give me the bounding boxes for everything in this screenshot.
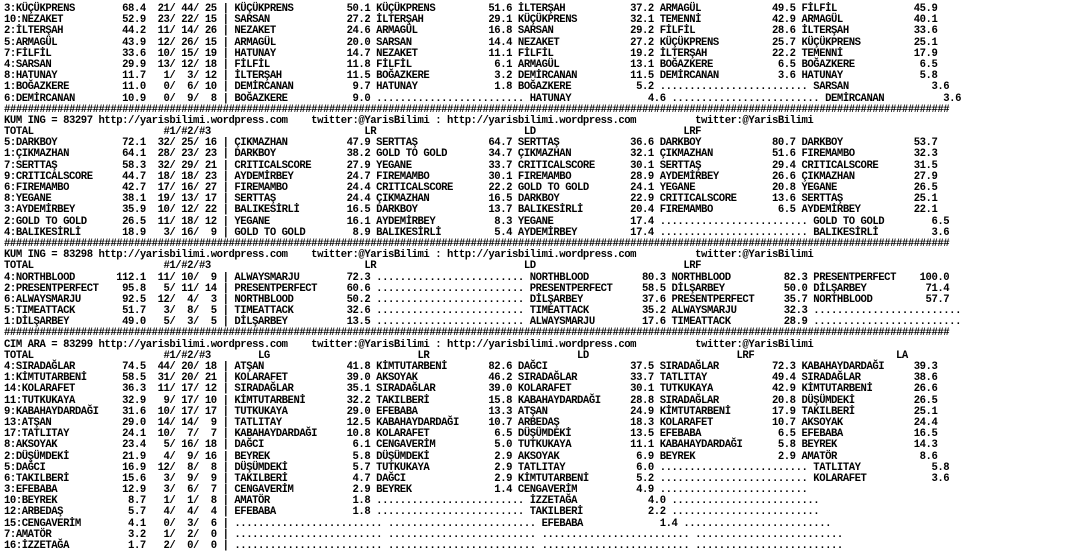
column-header: TOTAL #1/#2/#3 LR LD LRF xyxy=(4,260,702,273)
report-line: 5:DARKBOY 72.1 32/ 25/ 16 | ÇIKMAZHAN 47.9 SERTTAŞ 64.7 SERTTAŞ 36.6 DARKBOY 80.7 DARKBOY 53.7 xyxy=(4,137,938,150)
report-line: 8:AKSOYAK 23.4 5/ 16/ 18 | DAĞCI 6.1 CENGAVERİM 5.0 TUTKUKAYA 11.1 KABAHAYDARDAĞI 5.8 BEYREK 14.3 xyxy=(4,439,938,452)
separator-line: ################################################################################################################################################################ xyxy=(4,327,950,340)
report-line: 2:İLTERŞAH 44.2 11/ 14/ 26 | NEZAKET 24.6 ARMAGÜL 16.8 SARSAN 29.2 FİLFİL 28.6 İLTERŞAH 33.6 xyxy=(4,25,938,38)
report-line: 1:BOĞAZKERE 11.0 0/ 6/ 10 | DEMİRCANAN 9.7 HATUNAY 1.8 BOĞAZKERE 5.2 ......................... SARSAN 3.6 xyxy=(4,81,950,94)
report-line: 6:ALWAYSMARJU 92.5 12/ 4/ 3 | NORTHBLOOD 50.2 ......................... DİLŞARBEY 37.6 PRESENTPERFECT 35.7 NORTHBLOOD 57.7 xyxy=(4,293,950,306)
report-line: 7:AMATÖR 3.2 1/ 2/ 0 | ......................... ......................... ......................... ......................... xyxy=(4,528,843,541)
report-line: 10:NEZAKET 52.9 23/ 22/ 15 | SARSAN 27.2 İLTERŞAH 29.1 KÜÇÜKPRENS 32.1 TEMENNİ 42.9 ARMAGÜL 40.1 xyxy=(4,14,938,27)
report-line: 3:EFEBABA 12.9 3/ 6/ 7 | CENGAVERİM 2.9 BEYREK 1.4 CENGAVERİM 4.9 ......................... xyxy=(4,484,808,497)
report-line: 5:ARMAGÜL 43.9 12/ 26/ 15 | ARMAGÜL 20.0 SARSAN 14.4 NEZAKET 27.2 KÜÇÜKPRENS 25.7 KÜÇÜKPRENS 25.1 xyxy=(4,36,938,49)
report-line: 1:ÇIKMAZHAN 64.1 28/ 23/ 23 | DARKBOY 38.2 GOLD TO GOLD 34.7 ÇIKMAZHAN 32.1 ÇIKMAZHAN 51.6 FIREMAMBO 32.3 xyxy=(4,148,938,161)
report-line: 4:NORTHBLOOD 112.1 11/ 10/ 9 | ALWAYSMARJU 72.3 ......................... NORTHBLOOD 80.3 NORTHBLOOD 82.3 PRESENTPERFECT 100.0 xyxy=(4,271,950,284)
report-line: 6:DEMİRCANAN 10.9 0/ 9/ 8 | BOĞAZKERE 9.0 ......................... HATUNAY 4.6 ......................... DEMİRCANAN 3.6 xyxy=(4,92,961,105)
report-line: 5:DAĞCI 16.9 12/ 8/ 8 | DÜŞÜMDEKİ 5.7 TUTKUKAYA 2.9 TATLITAY 6.0 ......................... TATLITAY 5.8 xyxy=(4,461,950,474)
report-line: 3:KÜÇÜKPRENS 68.4 21/ 44/ 25 | KÜÇÜKPRENS 50.1 KÜÇÜKPRENS 51.6 İLTERŞAH 37.2 ARMAGÜL 49.5 FİLFİL 45.9 xyxy=(4,3,938,15)
report-line: 4:SARSAN 29.9 13/ 12/ 18 | FİLFİL 11.8 FİLFİL 6.1 ARMAGÜL 13.1 BOĞAZKERE 6.5 BOĞAZKERE 6.5 xyxy=(4,58,938,71)
report-line: 3:AYDEMİRBEY 35.9 10/ 12/ 22 | BALIKESİRLİ 16.5 DARKBOY 13.7 BALIKESİRLİ 20.4 FIREMAMBO 6.5 AYDEMİRBEY 22.1 xyxy=(4,204,938,217)
report-line: 1:DİLŞARBEY 49.0 5/ 3/ 5 | DİLŞARBEY 13.5 ......................... ALWAYSMARJU 17.6 TIMEATTACK 28.9 ......................... xyxy=(4,316,961,329)
report-line: 2:GOLD TO GOLD 26.5 11/ 18/ 12 | YEGANE 16.1 AYDEMİRBEY 8.3 YEGANE 17.4 ......................... GOLD TO GOLD 6.5 xyxy=(4,215,950,228)
report-line: 8:YEGANE 38.1 19/ 13/ 17 | SERTTAŞ 24.4 ÇIKMAZHAN 16.5 DARKBOY 22.9 CRITICALSCORE 13.6 SERTTAŞ 25.1 xyxy=(4,193,938,206)
report-line: 6:TAKILBERİ 15.6 3/ 9/ 9 | TAKILBERİ 4.7 DAĞCI 2.9 KİMTUTARBENİ 5.2 ......................... KOLARAFET 3.6 xyxy=(4,472,950,485)
report-line: 17:TATLITAY 24.1 10/ 7/ 7 | KABAHAYDARDAĞI 10.8 KOLARAFET 6.5 DÜŞÜMDEKİ 13.5 EFEBABA 6.5 EFEBABA 16.5 xyxy=(4,428,938,441)
separator-line: ################################################################################################################################################################ xyxy=(4,237,950,250)
report-line: 14:KOLARAFET 36.3 11/ 17/ 12 | SIRADAĞLAR 35.1 SIRADAĞLAR 39.0 KOLARAFET 30.1 TUTKUKAYA 42.9 KİMTUTARBENİ 26.6 xyxy=(4,383,938,396)
report-line: 4:BALIKESİRLİ 18.9 3/ 16/ 9 | GOLD TO GOLD 8.9 BALIKESİRLİ 5.4 AYDEMİRBEY 17.4 ......................... BALIKESİRLİ 3.6 xyxy=(4,226,950,239)
report-line: 2:PRESENTPERFECT 95.8 5/ 11/ 14 | PRESENTPERFECT 60.6 ......................... PRESENTPERFECT 58.5 DİLŞARBEY 50.0 DİLŞARBEY 71.4 xyxy=(4,282,950,295)
report-line: 11:TUTKUKAYA 32.9 9/ 17/ 10 | KİMTUTARBENİ 32.2 TAKILBERİ 15.8 KABAHAYDARDAĞI 28.8 SIRADAĞLAR 20.8 DÜŞÜMDEKİ 26.5 xyxy=(4,394,938,407)
report-line: 7:FİLFİL 33.6 10/ 15/ 19 | HATUNAY 14.7 NEZAKET 11.1 FİLFİL 19.2 İLTERŞAH 22.2 TEMENNİ 17.9 xyxy=(4,47,938,60)
race-header: KUM ING = 83297 http://yarisbilimi.wordpress.com twitter:@YarisBilimi : http://yarisbilimi.wordpress.com twitter:@YarisBilimi xyxy=(4,114,814,127)
report-line: 4:SIRADAĞLAR 74.5 44/ 20/ 18 | ATŞAN 41.8 KİMTUTARBENİ 82.6 DAĞCI 37.5 SIRADAĞLAR 72.3 KABAHAYDARDAĞI 39.3 xyxy=(4,361,938,373)
report-line: 2:DÜŞÜMDEKİ 21.9 4/ 9/ 16 | BEYREK 5.8 DÜŞÜMDEKİ 2.9 AKSOYAK 6.9 BEYREK 2.9 AMATÖR 8.6 xyxy=(4,450,938,463)
report-line: 1:KİMTUTARBENİ 58.5 31/ 20/ 21 | KOLARAFET 39.0 AKSOYAK 46.2 SIRADAĞLAR 33.7 TATLITAY 49.4 SIRADAĞLAR 38.6 xyxy=(4,372,938,385)
race-header: CIM ARA = 83299 http://yarisbilimi.wordpress.com twitter:@YarisBilimi : http://yarisbilimi.wordpress.com twitter:@YarisBilimi xyxy=(4,338,814,351)
report-line: 10:BEYREK 8.7 1/ 1/ 8 | AMATÖR 1.8 ......................... İZZETAĞA 4.0 ......................... xyxy=(4,495,820,508)
report-line: 16:İZZETAĞA 1.7 2/ 0/ 0 | ......................... ......................... ......................... ......................... xyxy=(4,540,843,552)
report-line: 5:TIMEATTACK 51.7 3/ 8/ 5 | TIMEATTACK 32.6 ......................... TIMEATTACK 35.2 ALWAYSMARJU 32.3 ......................... xyxy=(4,305,961,318)
report-line: 15:CENGAVERİM 4.1 0/ 3/ 6 | ......................... ......................... EFEBABA 1.4 ......................... xyxy=(4,517,832,530)
column-header: TOTAL #1/#2/#3 LR LD LRF xyxy=(4,126,702,139)
report-line: 9:CRITICALSCORE 44.7 18/ 18/ 23 | AYDEMİRBEY 24.7 FIREMAMBO 30.1 FIREMAMBO 28.9 AYDEMİRBEY 26.6 ÇIKMAZHAN 27.9 xyxy=(4,170,938,183)
report-line: 13:ATŞAN 29.0 14/ 14/ 9 | TATLITAY 12.5 KABAHAYDARDAĞI 10.7 ARBEDAŞ 18.3 KOLARAFET 10.7 AKSOYAK 24.4 xyxy=(4,416,938,429)
report-line: 9:KABAHAYDARDAĞI 31.6 10/ 17/ 17 | TUTKUKAYA 29.0 EFEBABA 13.3 ATŞAN 24.9 KİMTUTARBENİ 17.9 TAKILBERİ 25.1 xyxy=(4,405,938,418)
race-header: KUM ING = 83298 http://yarisbilimi.wordpress.com twitter:@YarisBilimi : http://yarisbilimi.wordpress.com twitter:@YarisBilimi xyxy=(4,249,814,262)
report-line: 7:SERTTAŞ 58.3 32/ 29/ 21 | CRITICALSCORE 27.9 YEGANE 33.7 CRITICALSCORE 30.1 SERTTAŞ 29.4 CRITICALSCORE 31.5 xyxy=(4,159,938,172)
report-line: 6:FIREMAMBO 42.7 17/ 16/ 27 | FIREMAMBO 24.4 CRITICALSCORE 22.2 GOLD TO GOLD 24.1 YEGANE 20.8 YEGANE 26.5 xyxy=(4,182,938,194)
report-line: 8:HATUNAY 11.7 1/ 3/ 12 | İLTERŞAH 11.5 BOĞAZKERE 3.2 DEMİRCANAN 11.5 DEMİRCANAN 3.6 HATUNAY 5.8 xyxy=(4,70,938,83)
separator-line: ################################################################################################################################################################ xyxy=(4,103,950,116)
column-header: TOTAL #1/#2/#3 LG LR LD LRF LA xyxy=(4,349,908,362)
report-line: 12:ARBEDAŞ 5.7 4/ 4/ 4 | EFEBABA 1.8 ......................... TAKILBERİ 2.2 ......................... xyxy=(4,506,820,519)
